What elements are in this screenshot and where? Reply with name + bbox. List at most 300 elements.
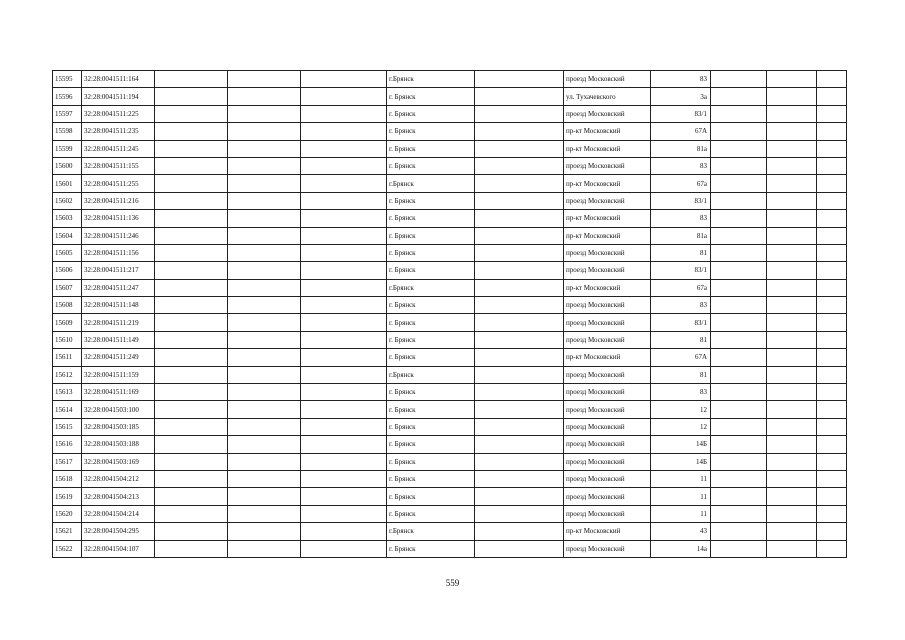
empty-cell <box>228 88 301 105</box>
record-number-cell: 15615 <box>53 418 82 435</box>
cadastral-number-cell: 32:28:0041511:148 <box>82 297 155 314</box>
empty-cell <box>155 210 228 227</box>
empty-cell <box>817 366 847 383</box>
empty-cell <box>301 453 387 470</box>
street-cell: проезд Московский <box>564 540 651 557</box>
city-cell: г.Брянск <box>387 523 475 540</box>
city-cell: г.Брянск <box>387 366 475 383</box>
cadastral-number-cell: 32:28:0041511:245 <box>82 140 155 157</box>
empty-cell <box>301 157 387 174</box>
city-cell: г. Брянск <box>387 297 475 314</box>
empty-cell <box>475 262 564 279</box>
empty-cell <box>155 540 228 557</box>
empty-cell <box>475 349 564 366</box>
empty-cell <box>767 88 817 105</box>
table-row <box>53 279 847 296</box>
city-cell: г. Брянск <box>387 349 475 366</box>
empty-cell <box>711 123 767 140</box>
empty-cell <box>228 262 301 279</box>
record-number-cell: 15601 <box>53 175 82 192</box>
record-number-cell: 15611 <box>53 349 82 366</box>
empty-cell <box>155 331 228 348</box>
empty-cell <box>711 349 767 366</box>
city-cell: г. Брянск <box>387 157 475 174</box>
table-row <box>53 523 847 540</box>
empty-cell <box>301 418 387 435</box>
cadastral-number-cell: 32:28:0041511:156 <box>82 244 155 261</box>
empty-cell <box>711 71 767 88</box>
empty-cell <box>228 540 301 557</box>
empty-cell <box>767 384 817 401</box>
empty-cell <box>817 71 847 88</box>
empty-cell <box>711 192 767 209</box>
street-cell: проезд Московский <box>564 436 651 453</box>
empty-cell <box>475 192 564 209</box>
house-number-cell: 83/1 <box>651 192 711 209</box>
empty-cell <box>817 470 847 487</box>
empty-cell <box>711 384 767 401</box>
street-cell: проезд Московский <box>564 105 651 122</box>
empty-cell <box>301 123 387 140</box>
street-cell: проезд Московский <box>564 262 651 279</box>
street-cell: ул. Тухачевского <box>564 88 651 105</box>
city-cell: г.Брянск <box>387 71 475 88</box>
empty-cell <box>475 227 564 244</box>
record-number-cell: 15596 <box>53 88 82 105</box>
empty-cell <box>767 227 817 244</box>
city-cell: г. Брянск <box>387 192 475 209</box>
empty-cell <box>711 453 767 470</box>
house-number-cell: 67А <box>651 123 711 140</box>
table-row <box>53 314 847 331</box>
empty-cell <box>817 384 847 401</box>
city-cell: г. Брянск <box>387 540 475 557</box>
empty-cell <box>228 71 301 88</box>
record-number-cell: 15613 <box>53 384 82 401</box>
city-cell: г. Брянск <box>387 140 475 157</box>
empty-cell <box>475 88 564 105</box>
empty-cell <box>301 227 387 244</box>
empty-cell <box>155 279 228 296</box>
empty-cell <box>301 401 387 418</box>
cadastral-number-cell: 32:28:0041504:295 <box>82 523 155 540</box>
table-row <box>53 366 847 383</box>
empty-cell <box>301 470 387 487</box>
table-row <box>53 349 847 366</box>
empty-cell <box>301 331 387 348</box>
city-cell: г. Брянск <box>387 505 475 522</box>
empty-cell <box>767 401 817 418</box>
empty-cell <box>475 505 564 522</box>
empty-cell <box>155 192 228 209</box>
cadastral-number-cell: 32:28:0041504:214 <box>82 505 155 522</box>
city-cell: г. Брянск <box>387 488 475 505</box>
street-cell: пр-кт Московский <box>564 523 651 540</box>
empty-cell <box>228 105 301 122</box>
empty-cell <box>475 366 564 383</box>
empty-cell <box>301 88 387 105</box>
empty-cell <box>228 523 301 540</box>
empty-cell <box>301 210 387 227</box>
empty-cell <box>301 505 387 522</box>
empty-cell <box>817 523 847 540</box>
empty-cell <box>301 175 387 192</box>
table-row <box>53 418 847 435</box>
empty-cell <box>817 262 847 279</box>
empty-cell <box>155 366 228 383</box>
empty-cell <box>767 523 817 540</box>
empty-cell <box>228 140 301 157</box>
city-cell: г. Брянск <box>387 436 475 453</box>
empty-cell <box>767 175 817 192</box>
empty-cell <box>228 366 301 383</box>
empty-cell <box>711 157 767 174</box>
empty-cell <box>301 488 387 505</box>
cadastral-number-cell: 32:28:0041504:213 <box>82 488 155 505</box>
empty-cell <box>817 401 847 418</box>
cadastral-number-cell: 32:28:0041511:155 <box>82 157 155 174</box>
record-number-cell: 15602 <box>53 192 82 209</box>
record-number-cell: 15607 <box>53 279 82 296</box>
empty-cell <box>228 314 301 331</box>
empty-cell <box>301 244 387 261</box>
empty-cell <box>475 140 564 157</box>
empty-cell <box>475 123 564 140</box>
house-number-cell: 67а <box>651 279 711 296</box>
street-cell: проезд Московский <box>564 401 651 418</box>
empty-cell <box>767 140 817 157</box>
table-row <box>53 262 847 279</box>
empty-cell <box>817 105 847 122</box>
cadastral-number-cell: 32:28:0041511:249 <box>82 349 155 366</box>
empty-cell <box>155 401 228 418</box>
table-row <box>53 384 847 401</box>
empty-cell <box>155 505 228 522</box>
empty-cell <box>228 505 301 522</box>
street-cell: проезд Московский <box>564 488 651 505</box>
empty-cell <box>155 314 228 331</box>
empty-cell <box>711 279 767 296</box>
cadastral-number-cell: 32:28:0041511:219 <box>82 314 155 331</box>
empty-cell <box>817 349 847 366</box>
empty-cell <box>817 210 847 227</box>
empty-cell <box>475 436 564 453</box>
table-row <box>53 175 847 192</box>
empty-cell <box>475 210 564 227</box>
empty-cell <box>817 331 847 348</box>
cadastral-number-cell: 32:28:0041511:246 <box>82 227 155 244</box>
empty-cell <box>155 453 228 470</box>
cadastral-number-cell: 32:28:0041511:149 <box>82 331 155 348</box>
empty-cell <box>767 123 817 140</box>
empty-cell <box>301 349 387 366</box>
street-cell: пр-кт Московский <box>564 175 651 192</box>
empty-cell <box>301 105 387 122</box>
empty-cell <box>155 418 228 435</box>
street-cell: пр-кт Московский <box>564 279 651 296</box>
city-cell: г. Брянск <box>387 105 475 122</box>
empty-cell <box>301 523 387 540</box>
house-number-cell: 83 <box>651 297 711 314</box>
cadastral-number-cell: 32:28:0041511:164 <box>82 71 155 88</box>
city-cell: г. Брянск <box>387 418 475 435</box>
city-cell: г. Брянск <box>387 227 475 244</box>
empty-cell <box>155 140 228 157</box>
empty-cell <box>301 384 387 401</box>
empty-cell <box>475 401 564 418</box>
record-number-cell: 15605 <box>53 244 82 261</box>
record-number-cell: 15604 <box>53 227 82 244</box>
city-cell: г. Брянск <box>387 244 475 261</box>
empty-cell <box>301 71 387 88</box>
record-number-cell: 15619 <box>53 488 82 505</box>
empty-cell <box>228 488 301 505</box>
cadastral-number-cell: 32:28:0041511:194 <box>82 88 155 105</box>
street-cell: проезд Московский <box>564 418 651 435</box>
empty-cell <box>711 297 767 314</box>
house-number-cell: 81а <box>651 227 711 244</box>
record-number-cell: 15595 <box>53 71 82 88</box>
empty-cell <box>817 418 847 435</box>
record-number-cell: 15620 <box>53 505 82 522</box>
house-number-cell: 67А <box>651 349 711 366</box>
empty-cell <box>767 540 817 557</box>
empty-cell <box>475 540 564 557</box>
empty-cell <box>475 279 564 296</box>
cadastral-number-cell: 32:28:0041511:255 <box>82 175 155 192</box>
cadastral-number-cell: 32:28:0041511:235 <box>82 123 155 140</box>
empty-cell <box>711 366 767 383</box>
empty-cell <box>301 297 387 314</box>
record-number-cell: 15603 <box>53 210 82 227</box>
house-number-cell: 12 <box>651 418 711 435</box>
street-cell: проезд Московский <box>564 192 651 209</box>
empty-cell <box>475 105 564 122</box>
empty-cell <box>817 540 847 557</box>
house-number-cell: 11 <box>651 505 711 522</box>
house-number-cell: 67а <box>651 175 711 192</box>
street-cell: пр-кт Московский <box>564 123 651 140</box>
cadastral-number-cell: 32:28:0041503:169 <box>82 453 155 470</box>
empty-cell <box>228 401 301 418</box>
empty-cell <box>475 523 564 540</box>
house-number-cell: 11 <box>651 488 711 505</box>
empty-cell <box>228 210 301 227</box>
cadastral-number-cell: 32:28:0041504:212 <box>82 470 155 487</box>
record-number-cell: 15609 <box>53 314 82 331</box>
empty-cell <box>711 436 767 453</box>
cadastral-number-cell: 32:28:0041511:159 <box>82 366 155 383</box>
empty-cell <box>155 244 228 261</box>
empty-cell <box>228 470 301 487</box>
empty-cell <box>301 314 387 331</box>
empty-cell <box>155 488 228 505</box>
table-row <box>53 227 847 244</box>
record-number-cell: 15622 <box>53 540 82 557</box>
table-row <box>53 71 847 88</box>
empty-cell <box>767 349 817 366</box>
house-number-cell: 14Б <box>651 453 711 470</box>
record-number-cell: 15606 <box>53 262 82 279</box>
city-cell: г.Брянск <box>387 279 475 296</box>
street-cell: пр-кт Московский <box>564 349 651 366</box>
cadastral-number-cell: 32:28:0041511:217 <box>82 262 155 279</box>
record-number-cell: 15598 <box>53 123 82 140</box>
street-cell: пр-кт Московский <box>564 210 651 227</box>
register-rows <box>53 71 847 558</box>
empty-cell <box>475 157 564 174</box>
empty-cell <box>155 71 228 88</box>
house-number-cell: 81 <box>651 244 711 261</box>
house-number-cell: 14Б <box>651 436 711 453</box>
empty-cell <box>817 244 847 261</box>
empty-cell <box>767 192 817 209</box>
house-number-cell: 3а <box>651 88 711 105</box>
empty-cell <box>817 505 847 522</box>
empty-cell <box>817 453 847 470</box>
cadastral-number-cell: 32:28:0041511:216 <box>82 192 155 209</box>
house-number-cell: 83/1 <box>651 314 711 331</box>
empty-cell <box>767 157 817 174</box>
record-number-cell: 15617 <box>53 453 82 470</box>
empty-cell <box>228 453 301 470</box>
cadastral-number-cell: 32:28:0041511:169 <box>82 384 155 401</box>
empty-cell <box>155 436 228 453</box>
empty-cell <box>155 175 228 192</box>
street-cell: проезд Московский <box>564 384 651 401</box>
empty-cell <box>475 297 564 314</box>
empty-cell <box>475 175 564 192</box>
table-row <box>53 123 847 140</box>
empty-cell <box>155 105 228 122</box>
empty-cell <box>711 262 767 279</box>
empty-cell <box>475 453 564 470</box>
empty-cell <box>711 314 767 331</box>
city-cell: г. Брянск <box>387 384 475 401</box>
cadastral-number-cell: 32:28:0041511:225 <box>82 105 155 122</box>
house-number-cell: 81 <box>651 366 711 383</box>
record-number-cell: 15610 <box>53 331 82 348</box>
table-row <box>53 488 847 505</box>
street-cell: проезд Московский <box>564 453 651 470</box>
empty-cell <box>817 88 847 105</box>
table-row <box>53 297 847 314</box>
table-row <box>53 157 847 174</box>
empty-cell <box>228 297 301 314</box>
empty-cell <box>711 418 767 435</box>
table-row <box>53 505 847 522</box>
empty-cell <box>475 314 564 331</box>
street-cell: проезд Московский <box>564 505 651 522</box>
house-number-cell: 83 <box>651 384 711 401</box>
street-cell: проезд Московский <box>564 366 651 383</box>
table-row <box>53 401 847 418</box>
empty-cell <box>155 523 228 540</box>
empty-cell <box>817 314 847 331</box>
register-table <box>52 70 847 558</box>
page-number: 559 <box>445 578 460 588</box>
empty-cell <box>155 123 228 140</box>
empty-cell <box>817 436 847 453</box>
empty-cell <box>475 488 564 505</box>
street-cell: проезд Московский <box>564 157 651 174</box>
house-number-cell: 81а <box>651 140 711 157</box>
empty-cell <box>711 140 767 157</box>
empty-cell <box>767 331 817 348</box>
record-number-cell: 15616 <box>53 436 82 453</box>
empty-cell <box>817 297 847 314</box>
empty-cell <box>301 366 387 383</box>
street-cell: пр-кт Московский <box>564 140 651 157</box>
table-row <box>53 453 847 470</box>
city-cell: г. Брянск <box>387 314 475 331</box>
empty-cell <box>817 123 847 140</box>
empty-cell <box>155 227 228 244</box>
cadastral-number-cell: 32:28:0041503:185 <box>82 418 155 435</box>
record-number-cell: 15599 <box>53 140 82 157</box>
house-number-cell: 83 <box>651 157 711 174</box>
empty-cell <box>817 140 847 157</box>
house-number-cell: 83/1 <box>651 262 711 279</box>
city-cell: г. Брянск <box>387 331 475 348</box>
empty-cell <box>711 470 767 487</box>
empty-cell <box>711 175 767 192</box>
street-cell: проезд Московский <box>564 71 651 88</box>
table-row <box>53 210 847 227</box>
street-cell: проезд Московский <box>564 297 651 314</box>
table-row <box>53 140 847 157</box>
table-row <box>53 192 847 209</box>
city-cell: г. Брянск <box>387 262 475 279</box>
record-number-cell: 15600 <box>53 157 82 174</box>
empty-cell <box>817 192 847 209</box>
empty-cell <box>767 297 817 314</box>
empty-cell <box>767 279 817 296</box>
empty-cell <box>817 227 847 244</box>
record-number-cell: 15618 <box>53 470 82 487</box>
record-number-cell: 15597 <box>53 105 82 122</box>
empty-cell <box>301 192 387 209</box>
city-cell: г. Брянск <box>387 453 475 470</box>
empty-cell <box>301 540 387 557</box>
house-number-cell: 43 <box>651 523 711 540</box>
empty-cell <box>817 157 847 174</box>
empty-cell <box>767 453 817 470</box>
empty-cell <box>155 297 228 314</box>
empty-cell <box>767 210 817 227</box>
empty-cell <box>475 71 564 88</box>
empty-cell <box>767 470 817 487</box>
empty-cell <box>711 540 767 557</box>
record-number-cell: 15614 <box>53 401 82 418</box>
empty-cell <box>228 157 301 174</box>
table-row <box>53 331 847 348</box>
empty-cell <box>475 331 564 348</box>
empty-cell <box>711 488 767 505</box>
house-number-cell: 11 <box>651 470 711 487</box>
empty-cell <box>475 384 564 401</box>
empty-cell <box>228 227 301 244</box>
empty-cell <box>301 140 387 157</box>
empty-cell <box>475 244 564 261</box>
empty-cell <box>767 71 817 88</box>
street-cell: проезд Московский <box>564 331 651 348</box>
empty-cell <box>155 349 228 366</box>
table-row <box>53 244 847 261</box>
city-cell: г. Брянск <box>387 123 475 140</box>
cadastral-number-cell: 32:28:0041503:100 <box>82 401 155 418</box>
empty-cell <box>228 349 301 366</box>
